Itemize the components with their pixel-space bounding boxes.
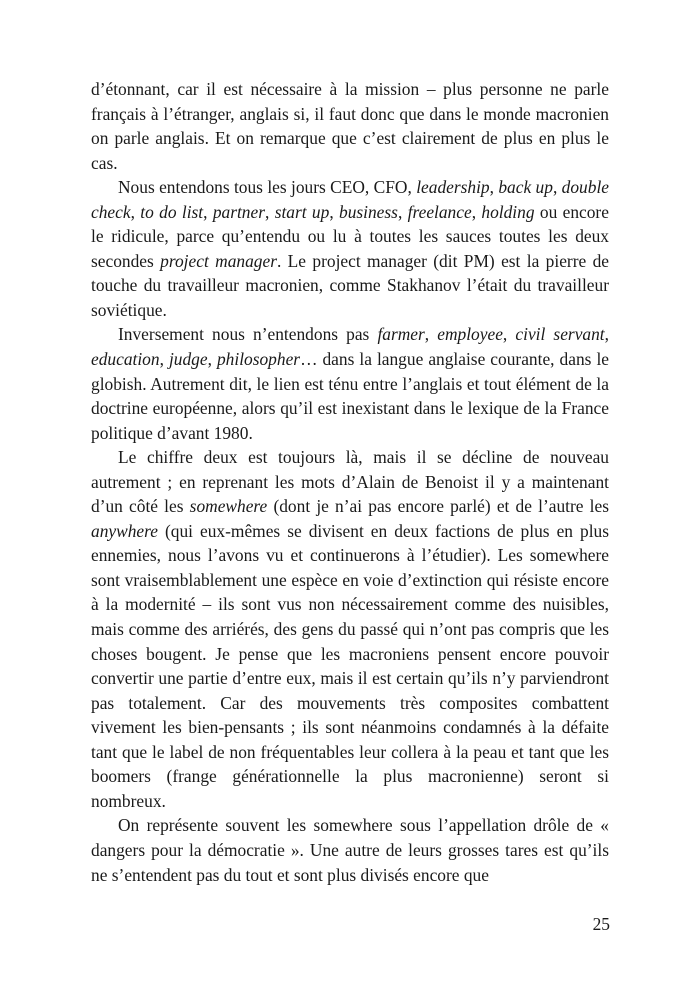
paragraph-1 xyxy=(91,77,609,175)
italic-term: freelance xyxy=(407,201,472,222)
italic-term: to do list xyxy=(140,201,204,222)
text-run: , xyxy=(424,324,438,345)
italic-term: civil servant xyxy=(515,324,605,345)
text-run: On représente souvent les somewhere sous l’appellation drôle de « dangers pour la démocratie ». Une autre de leurs grosses tares est qu’ils ne s’entendent pas du tout et sont plus divisés encore que xyxy=(91,815,609,885)
text-run: , xyxy=(502,324,516,345)
text-run: , xyxy=(265,201,275,222)
italic-term: double check xyxy=(91,177,609,222)
text-run: … dans la langue anglaise courante, dans le globish. Autrement dit, le lien est ténu entre l’anglais et tout élément de la doctrine européenne, alors qu’il est inexistant dans le lexique de la France politique d’avant 1980. xyxy=(91,349,609,443)
italic-term: business xyxy=(339,201,398,222)
text-run: (dont je n’ai pas encore parlé) et de l’autre les xyxy=(267,496,609,517)
italic-term: partner xyxy=(212,201,265,222)
text-run: , xyxy=(159,349,169,370)
italic-term: holding xyxy=(481,201,535,222)
text-run: , xyxy=(489,177,499,198)
text-run: , xyxy=(207,349,217,370)
text-run: Le chiffre deux est toujours là, mais il se décline de nouveau autrement ; en reprenant les mots d’Alain de Benoist il y a maintenant d’un côté les xyxy=(91,447,609,517)
paragraph-2 xyxy=(91,175,609,322)
text-run: (qui eux-mêmes se divisent en deux factions de plus en plus ennemies, nous l’avons vu et continuerons à l’étudier). Les somewhere sont vraisemblablement une espèce en voie d’extinction qui résiste encore à la modernité – ils sont vus non nécessairement comme des nuisibles, mais comme des arriérés, des gens du passé qui n’ont pas compris que les choses bougent. Je pense que les macroniens pensent encore pouvoir convertir une partie d’entre eux, mais il est certain qu’ils n’y parviendront pas totalement. Car des mouvements très composites combattent vivement les bien-pensants ; ils sont néanmoins condamnés à la défaite tant que le label de non fréquentables leur collera à la peau et tant que les boomers (frange générationnelle la plus macronienne) seront si nombreux. xyxy=(91,520,609,811)
text-run: Nous entendons tous les jours CEO, CFO, xyxy=(118,177,417,198)
italic-term: farmer xyxy=(377,324,425,345)
italic-term: back up xyxy=(498,177,553,198)
text-run: , xyxy=(471,201,482,222)
italic-term: judge xyxy=(168,349,208,370)
page-body xyxy=(91,77,609,887)
italic-term: anywhere xyxy=(91,520,158,541)
italic-term: somewhere xyxy=(189,496,268,517)
text-run: . Le project manager (dit PM) est la pierre de touche du travailleur macronien, comme Stakhanov l’était du travailleur soviétique. xyxy=(91,250,609,320)
italic-term: leadership xyxy=(416,177,490,198)
text-run: , xyxy=(604,324,609,345)
text-run: ou encore le ridicule, parce qu’entendu ou lu à toutes les sauces toutes les deux secondes xyxy=(91,201,609,271)
text-run: , xyxy=(552,177,562,198)
page-number: 25 xyxy=(592,914,610,934)
text-run: , xyxy=(130,201,141,222)
italic-term: project manager xyxy=(160,250,277,271)
italic-term: start up xyxy=(274,201,330,222)
paragraph-5 xyxy=(91,813,609,887)
italic-term: philosopher xyxy=(216,349,301,370)
text-run: d’étonnant, car il est nécessaire à la mission – plus personne ne parle français à l’étranger, anglais si, il faut donc que dans le monde macronien on parle anglais. Et on remarque que c’est clairement de plus en plus le cas. xyxy=(91,79,609,173)
italic-term: education xyxy=(91,349,160,370)
text-run: , xyxy=(397,201,408,222)
text-run: Inversement nous n’entendons pas xyxy=(118,324,378,345)
italic-term: employee xyxy=(437,324,503,345)
text-run: , xyxy=(203,201,213,222)
paragraph-4 xyxy=(91,445,609,813)
paragraph-3 xyxy=(91,322,609,445)
text-run: , xyxy=(329,201,339,222)
